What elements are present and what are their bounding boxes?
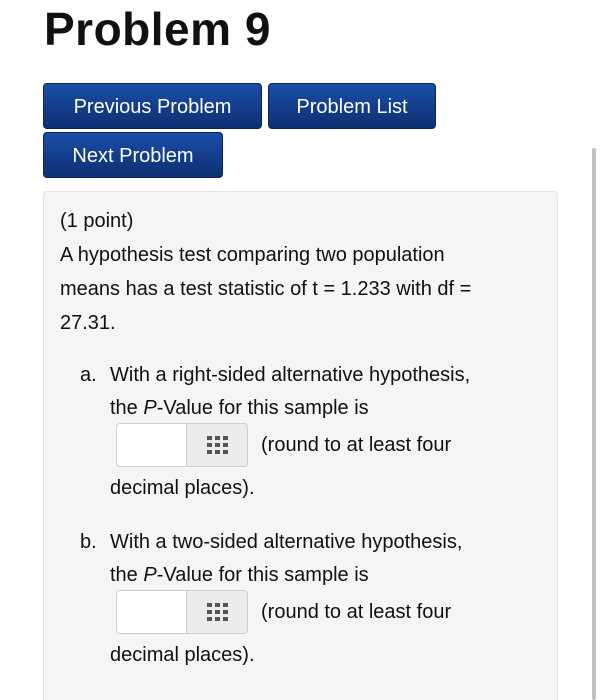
part-b-text-line: [110, 564, 369, 587]
answer-input-b[interactable]: [116, 590, 186, 634]
part-b-text-line: With a two-sided alternative hypothesis,: [110, 531, 463, 553]
scrollbar[interactable]: [592, 148, 596, 700]
p-italic: P: [143, 564, 157, 586]
text-segment: -Value for this sample is: [156, 397, 369, 419]
answer-group-a: [116, 423, 248, 467]
answer-group-b: [116, 590, 248, 634]
equation-palette-button-a[interactable]: [186, 423, 248, 467]
part-marker: a.: [80, 364, 97, 386]
p-italic: P: [143, 397, 157, 419]
grid-icon: [207, 436, 229, 454]
problem-text-line: 27.31.: [60, 312, 116, 334]
problem-text-line: means has a test statistic of t = 1.233 with df =: [60, 278, 472, 300]
part-marker: b.: [80, 531, 97, 553]
text-segment: -Value for this sample is: [156, 564, 369, 586]
text-segment: the: [110, 564, 144, 586]
part-b-text-line: decimal places).: [110, 644, 255, 666]
part-a-text-line: With a right-sided alternative hypothesis,: [110, 364, 471, 386]
next-problem-button[interactable]: Next Problem: [43, 132, 223, 178]
part-a-text-line: decimal places).: [110, 477, 255, 499]
part-a-text-line: [110, 397, 369, 420]
previous-problem-button[interactable]: Previous Problem: [43, 83, 262, 129]
round-instruction: (round to at least four: [261, 434, 452, 456]
page-title: Problem 9: [44, 3, 271, 55]
points-label: (1 point): [60, 210, 134, 232]
problem-text-line: A hypothesis test comparing two population: [60, 244, 445, 266]
round-instruction: (round to at least four: [261, 601, 452, 623]
equation-palette-button-b[interactable]: [186, 590, 248, 634]
answer-input-a[interactable]: [116, 423, 186, 467]
grid-icon: [207, 603, 229, 621]
text-segment: the: [110, 397, 144, 419]
problem-list-button[interactable]: Problem List: [268, 83, 436, 129]
